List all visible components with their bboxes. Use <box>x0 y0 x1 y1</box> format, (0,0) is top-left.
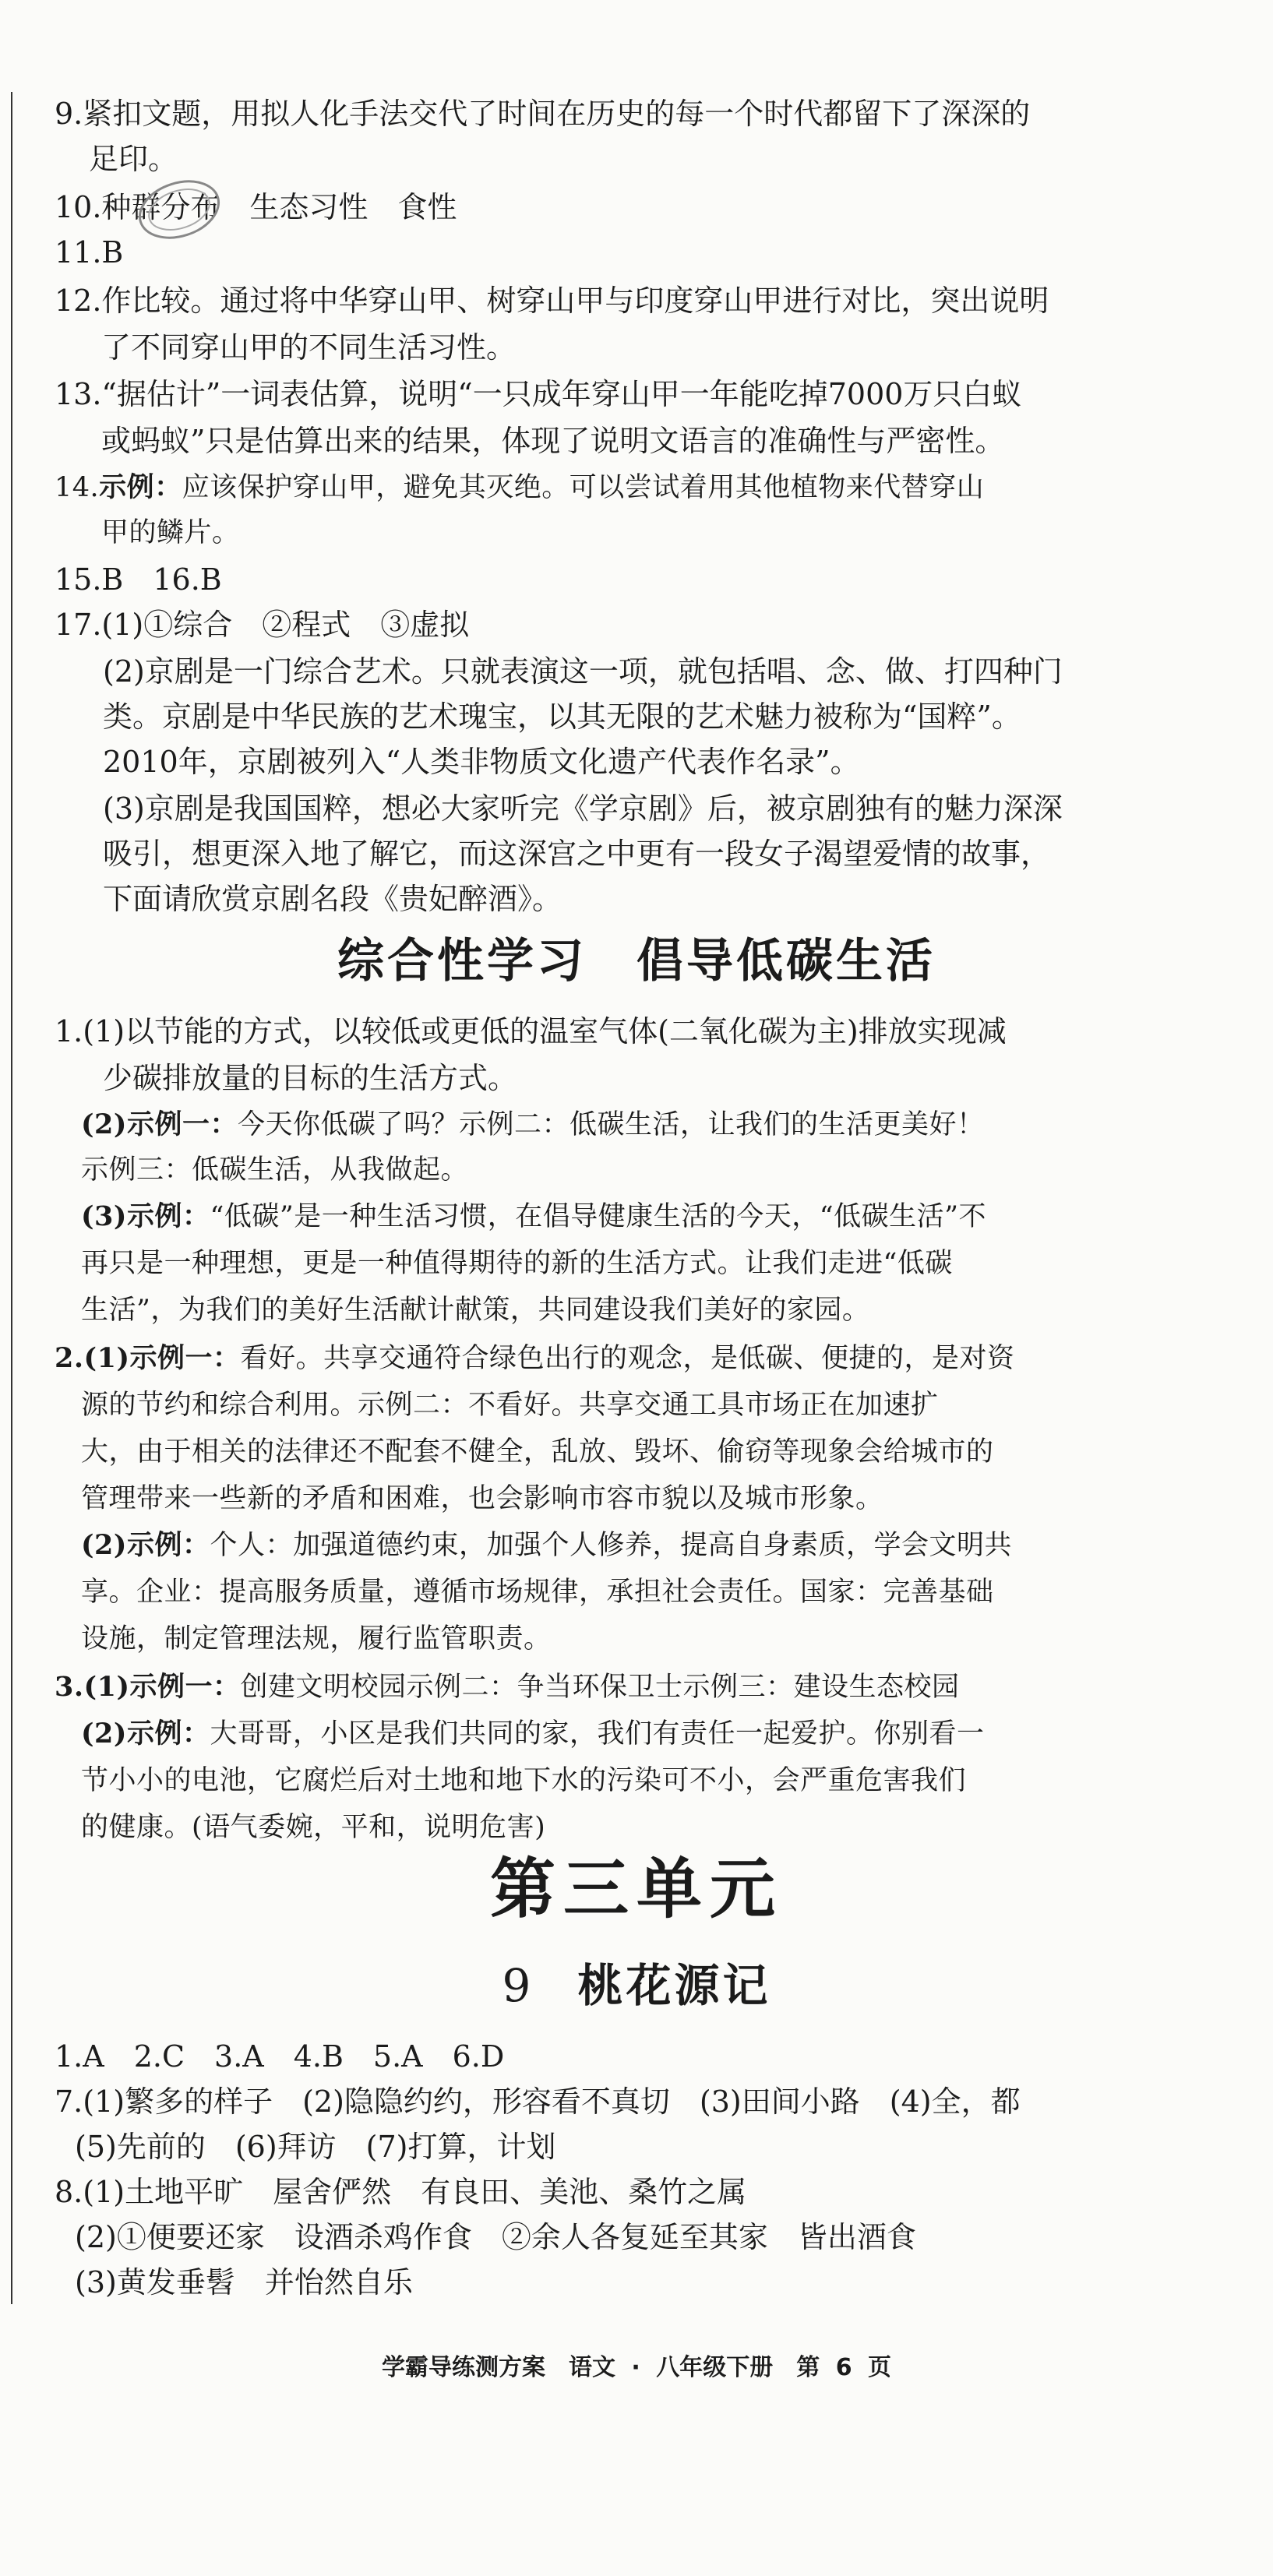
answer-line: 生活”，为我们的美好生活献计献策，共同建设我们美好的家园。 <box>81 1295 870 1326</box>
answer-line: 8.(1)土地平旷 屋舍俨然 有良田、美池、桑竹之属 <box>55 2175 747 2209</box>
answer-number: 14. <box>55 472 100 503</box>
answer-line: 或蚂蚁”只是估算出来的结果，体现了说明文语言的准确性与严密性。 <box>101 424 1005 458</box>
answer-text: 大哥哥，小区是我们共同的家，我们有责任一起爱护。你别看一 <box>210 1718 985 1750</box>
answer-line: 7.(1)繁多的样子 (2)隐隐约约，形容看不真切 (3)田间小路 (4)全，都 <box>55 2084 1021 2119</box>
example-label: 示例： <box>99 471 182 503</box>
answer-line <box>55 1665 960 1709</box>
answer-line: 15.B 16.B <box>55 562 222 597</box>
lesson-title <box>0 1949 1273 2014</box>
answer-line: 大，由于相关的法律还不配套不健全，乱放、毁坏、偷窃等现象会给城市的 <box>81 1436 994 1468</box>
answer-line <box>81 1195 986 1239</box>
section-title: 综合性学习 倡导低碳生活 <box>337 934 936 988</box>
answer-line: 吸引，想更深入地了解它，而这深宫之中更有一段女子渴望爱情的故事， <box>103 837 1051 871</box>
answer-line: (3)黄发垂髫 并怡然自乐 <box>75 2265 413 2299</box>
answer-line: 少碳排放量的目标的生活方式。 <box>103 1061 518 1095</box>
unit-title: 第三单元 <box>489 1851 783 1927</box>
answer-line: 类。京剧是中华民族的艺术瑰宝，以其无限的艺术魅力被称为“国粹”。 <box>103 700 1021 734</box>
answer-line: (3)京剧是我国国粹，想必大家听完《学京剧》后，被京剧独有的魅力深深 <box>103 791 1063 826</box>
answer-line: (2)京剧是一门综合艺术。只就表演这一项，就包括唱、念、做、打四种门 <box>103 654 1063 689</box>
answer-text: 今天你低碳了吗？示例二：低碳生活，让我们的生活更美好！ <box>237 1109 985 1140</box>
answer-line: 2010年，京剧被列入“人类非物质文化遗产代表作名录”。 <box>103 745 860 779</box>
example-label: 2.(1)示例一： <box>55 1342 241 1374</box>
answer-line <box>81 1712 985 1756</box>
answer-line: 12.作比较。通过将中华穿山甲、树穿山甲与印度穿山甲进行对比，突出说明 <box>55 284 1049 318</box>
page-footer: 学霸导练测方案 语文 · 八年级下册 第 6 页 <box>381 2354 892 2381</box>
answer-line: 9.紧扣文题，用拟人化手法交代了时间在历史的每一个时代都留下了深深的 <box>55 97 1031 131</box>
example-label: (2)示例一： <box>81 1108 238 1140</box>
answer-line: 的健康。(语气委婉，平和，说明危害) <box>81 1812 546 1843</box>
answer-text: “低碳”是一种生活习惯，在倡导健康生活的今天，“低碳生活”不 <box>210 1201 987 1232</box>
answer-text: 创建文明校园示例二：争当环保卫士示例三：建设生态校园 <box>240 1672 960 1703</box>
answer-line: 再只是一种理想，更是一种值得期待的新的生活方式。让我们走进“低碳 <box>81 1248 953 1279</box>
answer-line: 1.A 2.C 3.A 4.B 5.A 6.D <box>55 2039 505 2074</box>
answer-text: 个人：加强道德约束，加强个人修养，提高自身素质，学会文明共 <box>210 1530 1012 1561</box>
answer-line: (5)先前的 (6)拜访 (7)打算，计划 <box>75 2130 556 2164</box>
example-label: (2)示例： <box>81 1718 210 1750</box>
answer-line: 10.种群分布 生态习性 食性 <box>55 190 457 224</box>
answer-line <box>55 466 984 509</box>
answer-line: 17.(1)①综合 ②程式 ③虚拟 <box>55 608 470 642</box>
answer-line: 13.“据估计”一词表估算，说明“一只成年穿山甲一年能吃掉7000万只白蚁 <box>55 377 1022 411</box>
answer-line <box>81 1103 985 1147</box>
answer-line: 甲的鳞片。 <box>101 517 240 548</box>
example-label: (2)示例： <box>81 1529 210 1561</box>
lesson-number: 9 <box>502 1959 534 2012</box>
answer-line: 管理带来一些新的矛盾和困难，也会影响市容市貌以及城市形象。 <box>81 1483 883 1514</box>
answer-line: 源的节约和综合利用。示例二：不看好。共享交通工具市场正在加速扩 <box>81 1390 939 1421</box>
example-label: (3)示例： <box>81 1200 210 1232</box>
example-label: 3.(1)示例一： <box>55 1671 241 1703</box>
answer-line: 示例三：低碳生活，从我做起。 <box>81 1154 469 1186</box>
answer-line: (2)①便要还家 设酒杀鸡作食 ②余人各复延至其家 皆出酒食 <box>75 2220 916 2254</box>
answer-line: 11.B <box>55 235 124 270</box>
stamp-icon <box>132 175 226 244</box>
lesson-name: 桃花源记 <box>577 1959 771 2012</box>
answer-text: 应该保护穿山甲，避免其灭绝。可以尝试着用其他植物来代替穿山 <box>182 472 985 503</box>
answer-line: 了不同穿山甲的不同生活习性。 <box>101 330 517 365</box>
answer-line: 1.(1)以节能的方式，以较低或更低的温室气体(二氧化碳为主)排放实现减 <box>55 1014 1007 1048</box>
answer-line <box>81 1524 1012 1567</box>
answer-line: 下面请欣赏京剧名段《贵妃醉酒》。 <box>103 882 562 916</box>
answer-line: 足印。 <box>89 142 178 176</box>
answer-line: 享。企业：提高服务质量，遵循市场规律，承担社会责任。国家：完善基础 <box>81 1577 994 1608</box>
answer-text: 看好。共享交通符合绿色出行的观念，是低碳、便捷的，是对资 <box>240 1343 1015 1374</box>
answer-line: 设施，制定管理法规，履行监管职责。 <box>81 1623 552 1654</box>
answer-line <box>55 1337 1015 1380</box>
answer-line: 节小小的电池，它腐烂后对土地和地下水的污染可不小，会严重危害我们 <box>81 1765 967 1796</box>
